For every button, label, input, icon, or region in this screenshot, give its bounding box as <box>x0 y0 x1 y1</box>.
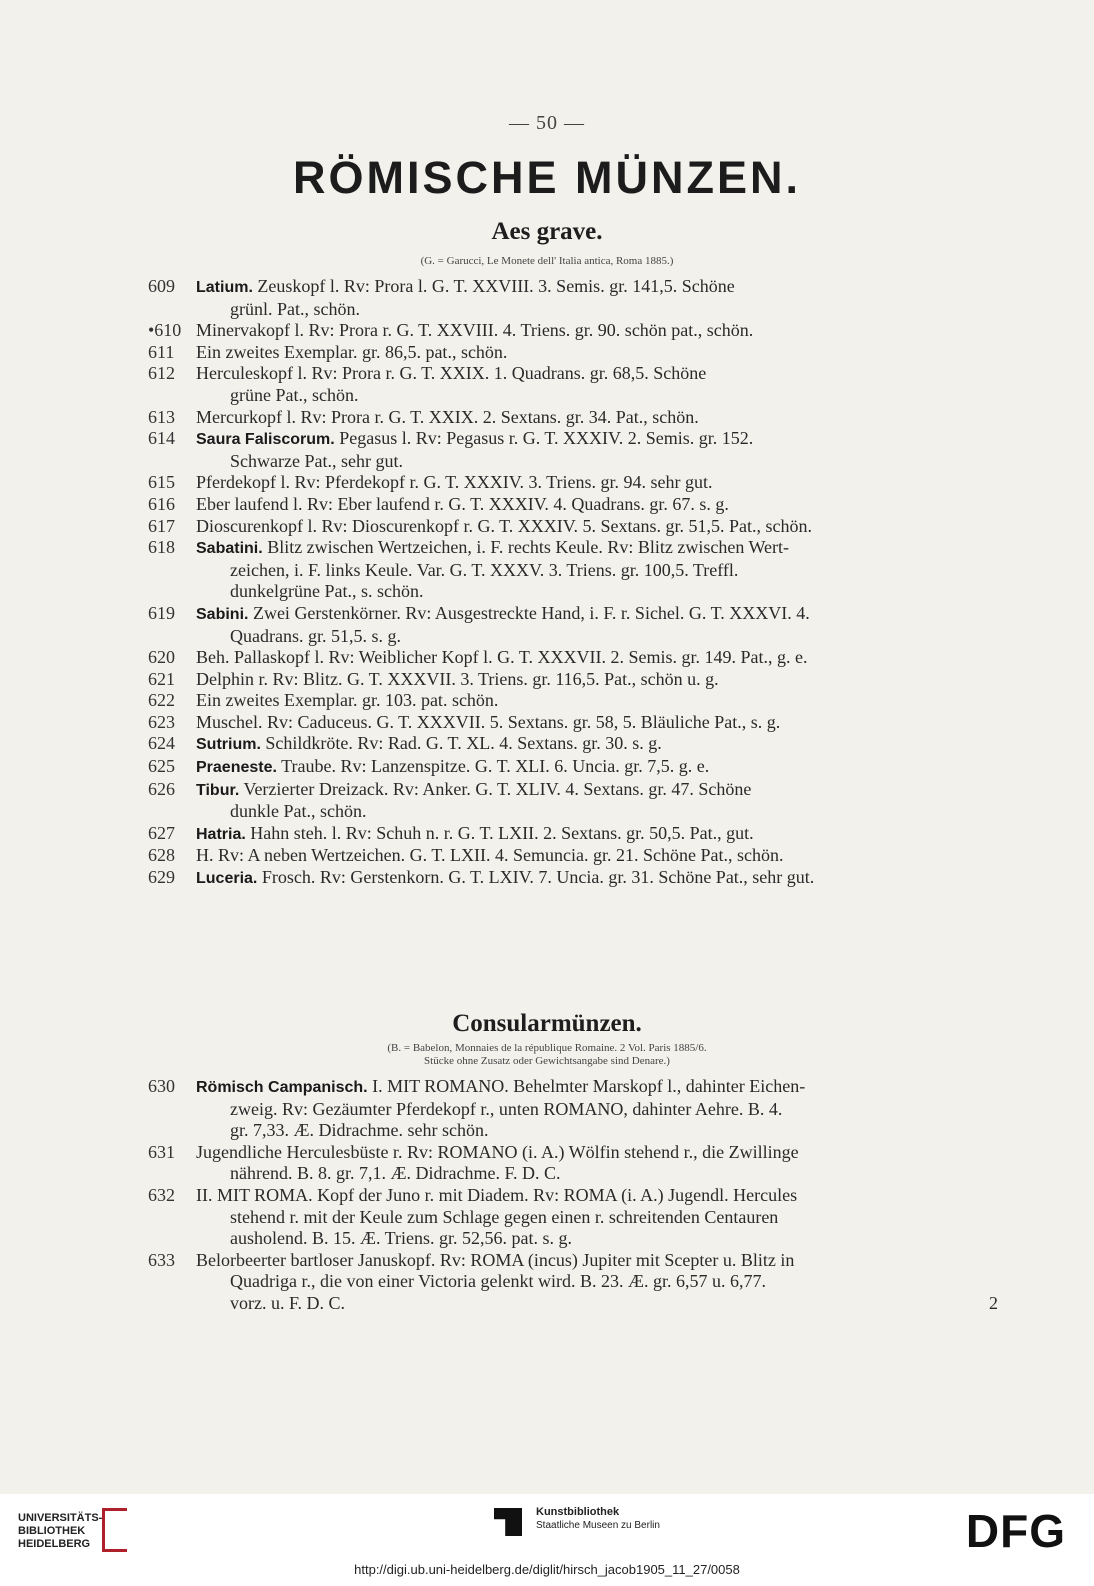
entry-line: Herculeskopf l. Rv: Prora r. G. T. XXIX. 1. Quadrans. gr. 68,5. Schöne <box>196 363 707 384</box>
entry-number: 623 <box>148 711 175 732</box>
catalog-entry <box>148 428 998 472</box>
entry-number: 612 <box>148 363 175 384</box>
entry-lead: Luceria. <box>196 870 258 888</box>
entry-first-line <box>196 342 507 362</box>
catalog-entry <box>148 669 998 691</box>
entry-text <box>196 472 998 494</box>
reference-line: (G. = Garucci, Le Monete dell' Italia antica, Roma 1885.) <box>420 255 674 267</box>
catalog-entry <box>148 1076 998 1142</box>
catalog-entry <box>148 779 998 823</box>
catalog-entry <box>148 516 998 538</box>
entry-continuation-line <box>196 801 998 823</box>
reference-line: Stücke ohne Zusatz oder Gewichtsangabe sind Denare.) <box>424 1055 670 1067</box>
entry-line: Jugendliche Herculesbüste r. Rv: ROMANO (i. A.) Wölfin stehend r., die Zwillinge <box>196 1141 799 1162</box>
entry-text <box>196 603 998 647</box>
entry-text <box>196 342 998 364</box>
entry-line: Ein zweites Exemplar. gr. 86,5. pat., schön. <box>196 341 508 362</box>
entry-first-line <box>196 1076 805 1096</box>
entry-line: H. Rv: A neben Wertzeichen. G. T. LXII. 4. Semuncia. gr. 21. Schöne Pat., schön. <box>196 845 784 866</box>
entry-number: 619 <box>148 602 175 623</box>
entry-text <box>196 1076 998 1142</box>
entry-text <box>196 823 998 846</box>
entry-line: Zwei Gerstenkörner. Rv: Ausgestreckte Hand, i. F. r. Sichel. G. T. XXXVI. 4. <box>248 602 810 623</box>
entry-first-line <box>196 603 810 623</box>
entry-lead: Hatria. <box>196 825 246 843</box>
entry-text <box>196 845 998 867</box>
entry-number: 618 <box>148 537 175 558</box>
entry-text <box>196 867 998 890</box>
catalog-entry <box>148 342 998 364</box>
section-reference-consularmuenzen <box>0 1042 1094 1068</box>
entry-quantity: 2 <box>989 1292 998 1313</box>
entry-continuation-line <box>196 626 998 648</box>
entry-line: Zeuskopf l. Rv: Prora l. G. T. XXVIII. 3. Semis. gr. 141,5. Schöne <box>252 276 735 296</box>
catalog-entry <box>148 363 998 406</box>
library-name-line: BIBLIOTHEK <box>18 1525 86 1537</box>
entry-continuation-line <box>196 581 998 603</box>
entry-line: zweig. Rv: Gezäumter Pferdekopf r., unten ROMANO, dahinter Aehre. B. 4. <box>230 1098 783 1119</box>
entry-number: 616 <box>148 493 175 514</box>
entry-text <box>196 494 998 516</box>
kunstbibliothek-title: Kunstbibliothek <box>536 1506 620 1518</box>
entry-line: zeichen, i. F. links Keule. Var. G. T. XXXV. 3. Triens. gr. 100,5. Treffl. <box>230 559 739 580</box>
catalog-entry <box>148 1142 998 1185</box>
entry-number: 620 <box>148 647 175 668</box>
entry-first-line <box>196 407 699 427</box>
entry-first-line <box>196 428 753 448</box>
entry-first-line <box>196 733 662 753</box>
entry-first-line <box>196 823 754 843</box>
entry-number: 625 <box>148 756 175 777</box>
entry-text <box>196 690 998 712</box>
entry-text <box>196 276 998 320</box>
catalog-entry <box>148 494 998 516</box>
catalog-entry <box>148 407 998 429</box>
library-name-line: UNIVERSITÄTS- <box>18 1512 103 1524</box>
entry-continuation-line <box>196 1207 998 1229</box>
entry-first-line <box>196 494 729 514</box>
entry-text <box>196 1142 998 1185</box>
entry-line: vorz. u. F. D. C. <box>230 1292 346 1313</box>
entry-lead: Sabini. <box>196 605 249 623</box>
entry-first-line <box>196 712 780 732</box>
catalog-entry <box>148 1185 998 1250</box>
entry-line: II. MIT ROMA. Kopf der Juno r. mit Diadem. Rv: ROMA (i. A.) Jugendl. Hercules <box>196 1184 798 1205</box>
entry-line: dunkle Pat., schön. <box>230 801 367 822</box>
entry-text <box>196 407 998 429</box>
catalog-entry <box>148 823 998 846</box>
kunstbibliothek-logo-icon <box>494 1508 522 1536</box>
entry-first-line <box>196 690 498 710</box>
entry-text <box>196 669 998 691</box>
entry-first-line <box>196 363 706 383</box>
library-mark-icon <box>102 1508 127 1552</box>
entry-first-line <box>196 779 751 799</box>
entry-line: Pegasus l. Rv: Pegasus r. G. T. XXXIV. 2. Semis. gr. 152. <box>334 428 754 449</box>
entry-line: Traube. Rv: Lanzenspitze. G. T. XLI. 6. Uncia. gr. 7,5. g. e. <box>276 756 710 777</box>
entry-line: Quadrans. gr. 51,5. s. g. <box>230 625 401 646</box>
entry-line: Hahn steh. l. Rv: Schuh n. r. G. T. LXII. 2. Sextans. gr. 50,5. Pat., gut. <box>245 822 754 843</box>
entry-line: ausholend. B. 15. Æ. Triens. gr. 52,56. pat. s. g. <box>230 1228 573 1249</box>
entry-first-line <box>196 276 735 296</box>
catalog-entry <box>148 690 998 712</box>
entry-continuation-line <box>196 1228 998 1250</box>
entry-line: Frosch. Rv: Gerstenkorn. G. T. LXIV. 7. Uncia. gr. 31. Schöne Pat., sehr gut. <box>257 867 815 888</box>
entry-first-line <box>196 1250 794 1270</box>
entry-continuation-line <box>196 1293 998 1315</box>
catalog-entry <box>148 867 998 890</box>
entry-text <box>196 779 998 823</box>
entry-continuation-line <box>196 385 998 407</box>
entry-number: 626 <box>148 778 175 799</box>
entry-lead: Sutrium. <box>196 736 261 754</box>
entry-number: 633 <box>148 1249 175 1270</box>
entry-continuation-line <box>196 299 998 321</box>
library-name-line: HEIDELBERG <box>18 1538 91 1550</box>
source-url-link[interactable]: http://digi.ub.uni-heidelberg.de/diglit/hirsch_jacob1905_11_27/0058 <box>354 1562 740 1577</box>
entry-number: 630 <box>148 1076 175 1096</box>
catalog-entry <box>148 1250 998 1315</box>
entry-line: grüne Pat., schön. <box>230 384 359 405</box>
entry-line: Delphin r. Rv: Blitz. G. T. XXXVII. 3. Triens. gr. 116,5. Pat., schön u. g. <box>196 668 719 689</box>
dfg-logo[interactable]: DFG <box>965 1505 1066 1557</box>
entry-line: Minervakopf l. Rv: Prora r. G. T. XXVIII. 4. Triens. gr. 90. schön pat., schön. <box>196 320 754 341</box>
entry-lead: Latium. <box>196 279 253 296</box>
entry-text <box>196 537 998 603</box>
entry-line: Blitz zwischen Wertzeichen, i. F. rechts Keule. Rv: Blitz zwischen Wert- <box>262 537 790 558</box>
entry-line: Dioscurenkopf l. Rv: Dioscurenkopf r. G. T. XXXIV. 5. Sextans. gr. 51,5. Pat., schön. <box>196 515 812 536</box>
entry-first-line <box>196 867 814 887</box>
entry-number: 624 <box>148 733 175 754</box>
catalog-entry <box>148 537 998 603</box>
entry-number: 611 <box>148 341 175 362</box>
entry-continuation-line <box>196 560 998 582</box>
entry-line: grünl. Pat., schön. <box>230 298 360 319</box>
catalog-entry <box>148 472 998 494</box>
section-title-aes-grave: Aes grave. <box>491 218 603 245</box>
entry-line: Schildkröte. Rv: Rad. G. T. XL. 4. Sextans. gr. 30. s. g. <box>260 733 662 754</box>
catalog-entry <box>148 647 998 669</box>
entry-text <box>196 428 998 472</box>
section-title-consularmuenzen: Consularmünzen. <box>452 1010 642 1037</box>
entry-line: Beh. Pallaskopf l. Rv: Weiblicher Kopf l. G. T. XXXVII. 2. Semis. gr. 149. Pat., g. e. <box>196 647 808 668</box>
entry-continuation-line <box>196 1163 998 1185</box>
entry-line: Ein zweites Exemplar. gr. 103. pat. schön. <box>196 690 499 711</box>
entry-continuation-line <box>196 1271 998 1293</box>
catalog-entry <box>148 845 998 867</box>
entry-lead: Tibur. <box>196 781 240 799</box>
entry-number: 622 <box>148 690 175 711</box>
entry-line: Eber laufend l. Rv: Eber laufend r. G. T. XXXIV. 4. Quadrans. gr. 67. s. g. <box>196 493 729 514</box>
entry-line: Verzierter Dreizack. Rv: Anker. G. T. XLIV. 4. Sextans. gr. 47. Schöne <box>239 778 752 799</box>
entry-text <box>196 712 998 734</box>
page-number: — 50 — <box>509 112 585 134</box>
entry-number: •610 <box>148 320 182 341</box>
kunstbibliothek-logo[interactable] <box>536 1506 660 1532</box>
entry-number: 627 <box>148 822 175 843</box>
entry-line: gr. 7,33. Æ. Didrachme. sehr schön. <box>230 1120 489 1141</box>
entry-line: Muschel. Rv: Caduceus. G. T. XXXVII. 5. Sextans. gr. 58, 5. Bläuliche Pat., s. g. <box>196 711 781 732</box>
entry-number: 628 <box>148 845 175 866</box>
entry-number: 629 <box>148 867 175 888</box>
entry-line: Quadriga r., die von einer Victoria gelenkt wird. B. 23. Æ. gr. 6,57 u. 6,77. <box>230 1271 766 1292</box>
entry-number: 614 <box>148 428 175 449</box>
entry-text <box>196 733 998 756</box>
entry-first-line <box>196 320 753 340</box>
entry-number: 613 <box>148 406 175 427</box>
entry-lead: Praeneste. <box>196 759 277 777</box>
catalog-entry <box>148 733 998 756</box>
entry-text <box>196 363 998 406</box>
entry-first-line <box>196 845 783 865</box>
entry-line: dunkelgrüne Pat., s. schön. <box>230 581 424 602</box>
entry-continuation-line <box>196 1120 998 1142</box>
entry-first-line <box>196 537 789 557</box>
entry-first-line <box>196 669 719 689</box>
entry-first-line <box>196 647 808 667</box>
entry-first-line <box>196 756 709 776</box>
section-reference-aes-grave <box>0 255 1094 268</box>
entry-lead: Römisch Campanisch. <box>196 1079 368 1096</box>
entry-text <box>196 1185 998 1250</box>
entry-text <box>196 1250 998 1315</box>
catalog-entry <box>148 276 998 320</box>
catalog-entry <box>148 603 998 647</box>
entry-number: 609 <box>148 276 175 296</box>
entry-text <box>196 320 998 342</box>
entry-line: Pferdekopf l. Rv: Pferdekopf r. G. T. XXXIV. 3. Triens. gr. 94. sehr gut. <box>196 472 713 493</box>
entry-continuation-line <box>196 451 998 473</box>
entries-consularmuenzen <box>148 1076 998 1315</box>
entry-number: 632 <box>148 1184 175 1205</box>
entry-line: nährend. B. 8. gr. 7,1. Æ. Didrachme. F. D. C. <box>230 1163 561 1184</box>
entry-number: 615 <box>148 472 175 493</box>
entry-lead: Saura Faliscorum. <box>196 431 335 449</box>
entry-line: I. MIT ROMANO. Behelmter Marskopf l., dahinter Eichen- <box>367 1076 806 1096</box>
catalog-entry <box>148 320 998 342</box>
main-title: RÖMISCHE MÜNZEN. <box>293 152 801 203</box>
catalog-entry <box>148 712 998 734</box>
entry-line: stehend r. mit der Keule zum Schlage gegen einen r. schreitenden Centauren <box>230 1206 779 1227</box>
heidelberg-library-logo[interactable] <box>18 1512 102 1551</box>
entry-number: 631 <box>148 1141 175 1162</box>
entry-first-line <box>196 1185 797 1205</box>
entries-aes-grave <box>148 276 998 890</box>
entry-first-line <box>196 472 712 492</box>
entry-text <box>196 647 998 669</box>
entry-first-line <box>196 1142 799 1162</box>
entry-first-line <box>196 516 812 536</box>
entry-continuation-line <box>196 1099 998 1121</box>
entry-lead: Sabatini. <box>196 540 263 558</box>
kunstbibliothek-subtitle: Staatliche Museen zu Berlin <box>536 1520 660 1531</box>
entry-text <box>196 756 998 779</box>
footer <box>0 1494 1094 1586</box>
entry-line: Mercurkopf l. Rv: Prora r. G. T. XXIX. 2. Sextans. gr. 34. Pat., schön. <box>196 406 699 427</box>
catalog-entry <box>148 756 998 779</box>
entry-line: Belorbeerter bartloser Januskopf. Rv: ROMA (incus) Jupiter mit Scepter u. Blitz in <box>196 1249 795 1270</box>
entry-number: 621 <box>148 668 175 689</box>
reference-line: (B. = Babelon, Monnaies de la république Romaine. 2 Vol. Paris 1885/6. <box>387 1042 707 1054</box>
entry-text <box>196 516 998 538</box>
entry-line: Schwarze Pat., sehr gut. <box>230 450 403 471</box>
entry-number: 617 <box>148 515 175 536</box>
